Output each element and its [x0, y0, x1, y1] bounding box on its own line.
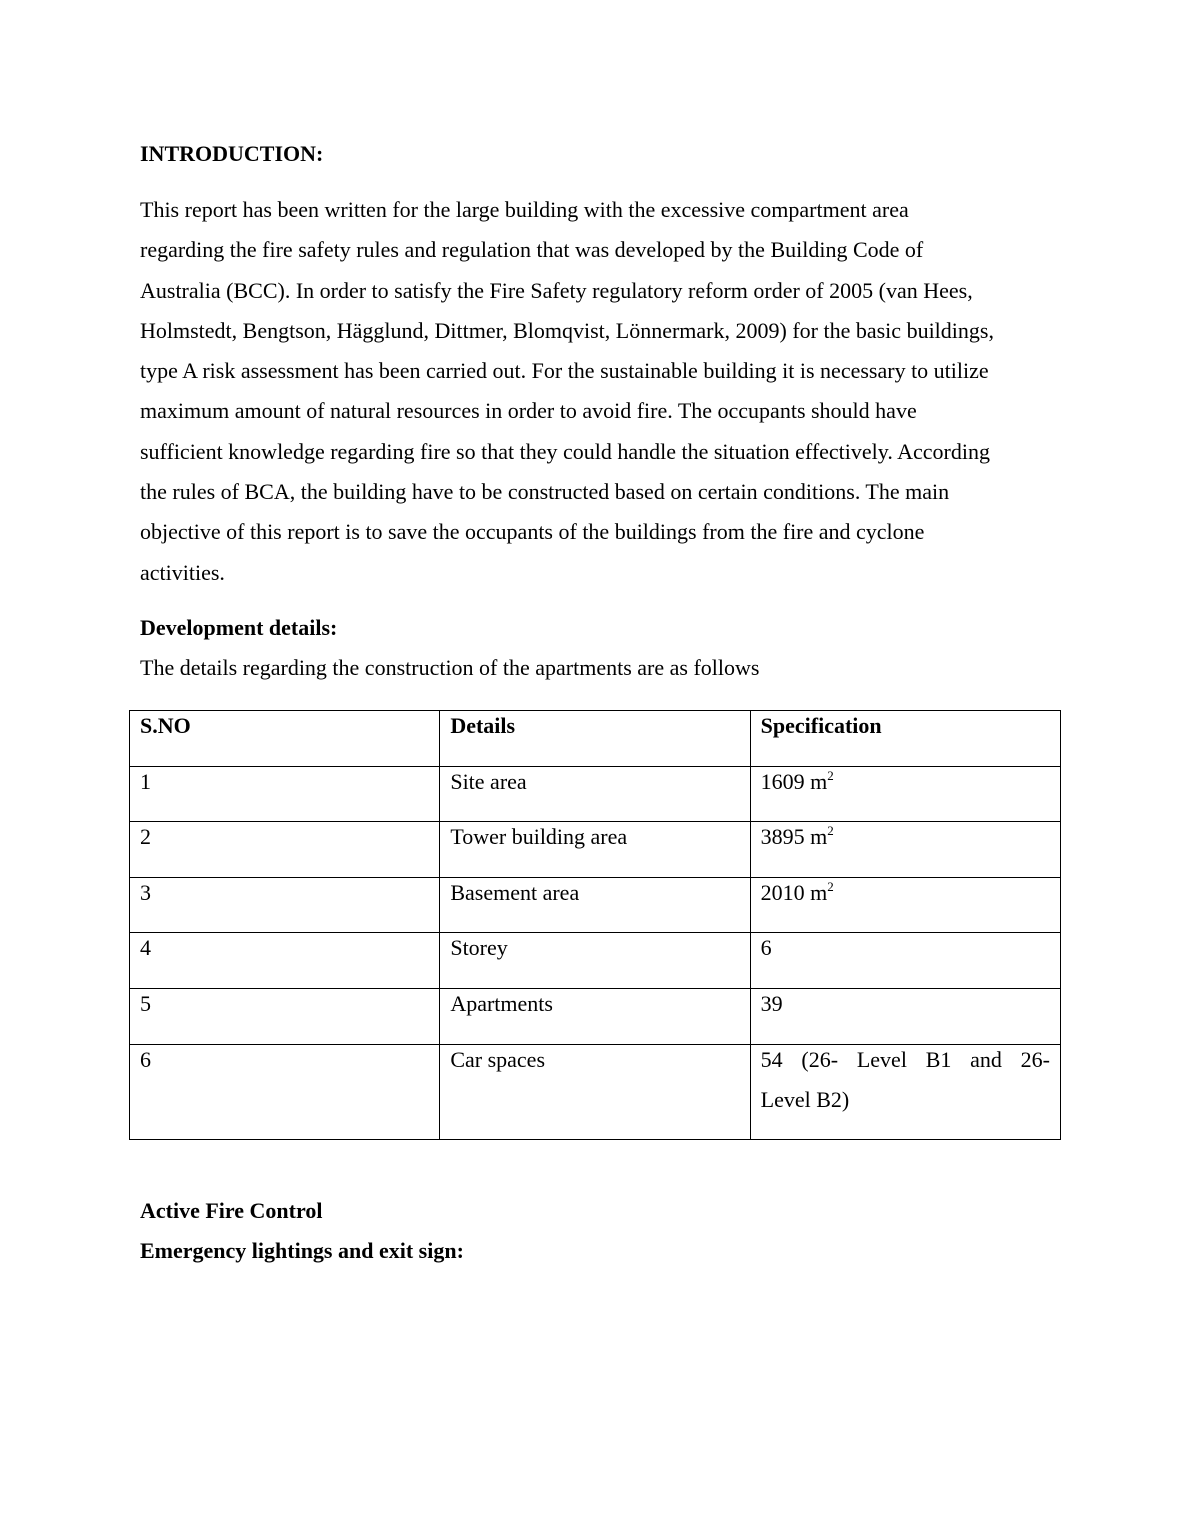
paragraph-line: the rules of BCA, the building have to be constructed based on certain conditions. The main: [140, 479, 950, 505]
spec-superscript: 2: [827, 878, 834, 894]
cell-detail: Apartments: [440, 988, 750, 1044]
cell-sno: 2: [130, 822, 440, 878]
paragraph-line: Australia (BCC). In order to satisfy the Fire Safety regulatory reform order of 2005 (van Hees,: [140, 277, 973, 303]
header-sno: S.NO: [130, 711, 440, 767]
spec-value: 1609 m: [760, 768, 828, 794]
spec-superscript: 2: [827, 823, 834, 839]
cell-sno: 1: [130, 766, 440, 822]
cell-sno: 5: [130, 988, 440, 1044]
spec-superscript: 2: [827, 767, 834, 783]
active-fire-heading: Active Fire Control: [140, 1198, 323, 1223]
header-specification: Specification: [750, 711, 1060, 767]
spec-value: 3895 m: [760, 824, 828, 850]
cell-sno: 3: [130, 877, 440, 933]
cell-spec: 6: [750, 933, 1060, 989]
cell-spec: [750, 766, 1060, 822]
header-details: Details: [440, 711, 750, 767]
paragraph-line: activities.: [140, 559, 225, 585]
cell-detail: Storey: [440, 933, 750, 989]
table-row: [130, 822, 1061, 878]
cell-spec: [750, 1044, 1060, 1139]
paragraph-line: type A risk assessment has been carried out. For the sustainable building it is necessary to utilize: [140, 358, 989, 384]
cell-sno: 4: [130, 933, 440, 989]
paragraph-line: regarding the fire safety rules and regulation that was developed by the Building Code of: [140, 237, 924, 263]
development-intro: The details regarding the construction of the apartments are as follows: [140, 655, 760, 680]
cell-detail: Basement area: [440, 877, 750, 933]
cell-detail: Car spaces: [440, 1044, 750, 1139]
cell-spec: [750, 877, 1060, 933]
spec-value: 2010 m: [760, 879, 828, 905]
paragraph-line: Holmstedt, Bengtson, Hägglund, Dittmer, Blomqvist, Lönnermark, 2009) for the basic buildings,: [140, 317, 994, 343]
table-header-row: [130, 711, 1061, 767]
development-details-table: [129, 710, 1061, 1140]
introduction-heading: INTRODUCTION:: [140, 141, 324, 166]
table-row: [130, 877, 1061, 933]
table-row: [130, 1044, 1061, 1139]
cell-detail: Tower building area: [440, 822, 750, 878]
spec-line: Level B2): [760, 1086, 850, 1112]
cell-spec: 39: [750, 988, 1060, 1044]
introduction-paragraph: [140, 196, 994, 599]
paragraph-line: This report has been written for the large building with the excessive compartment area: [140, 197, 909, 222]
table-row: [130, 933, 1061, 989]
spec-line: 54 (26- Level B1 and 26-: [760, 1046, 1050, 1072]
table-row: [130, 766, 1061, 822]
emergency-lighting-heading: Emergency lightings and exit sign:: [140, 1238, 464, 1263]
table-row: [130, 988, 1061, 1044]
cell-detail: Site area: [440, 766, 750, 822]
paragraph-line: maximum amount of natural resources in order to avoid fire. The occupants should have: [140, 398, 917, 424]
development-heading: Development details:: [140, 615, 338, 640]
paragraph-line: sufficient knowledge regarding fire so that they could handle the situation effectively. According: [140, 438, 990, 464]
cell-sno: 6: [130, 1044, 440, 1139]
cell-spec: [750, 822, 1060, 878]
paragraph-line: objective of this report is to save the occupants of the buildings from the fire and cyclone: [140, 519, 925, 545]
